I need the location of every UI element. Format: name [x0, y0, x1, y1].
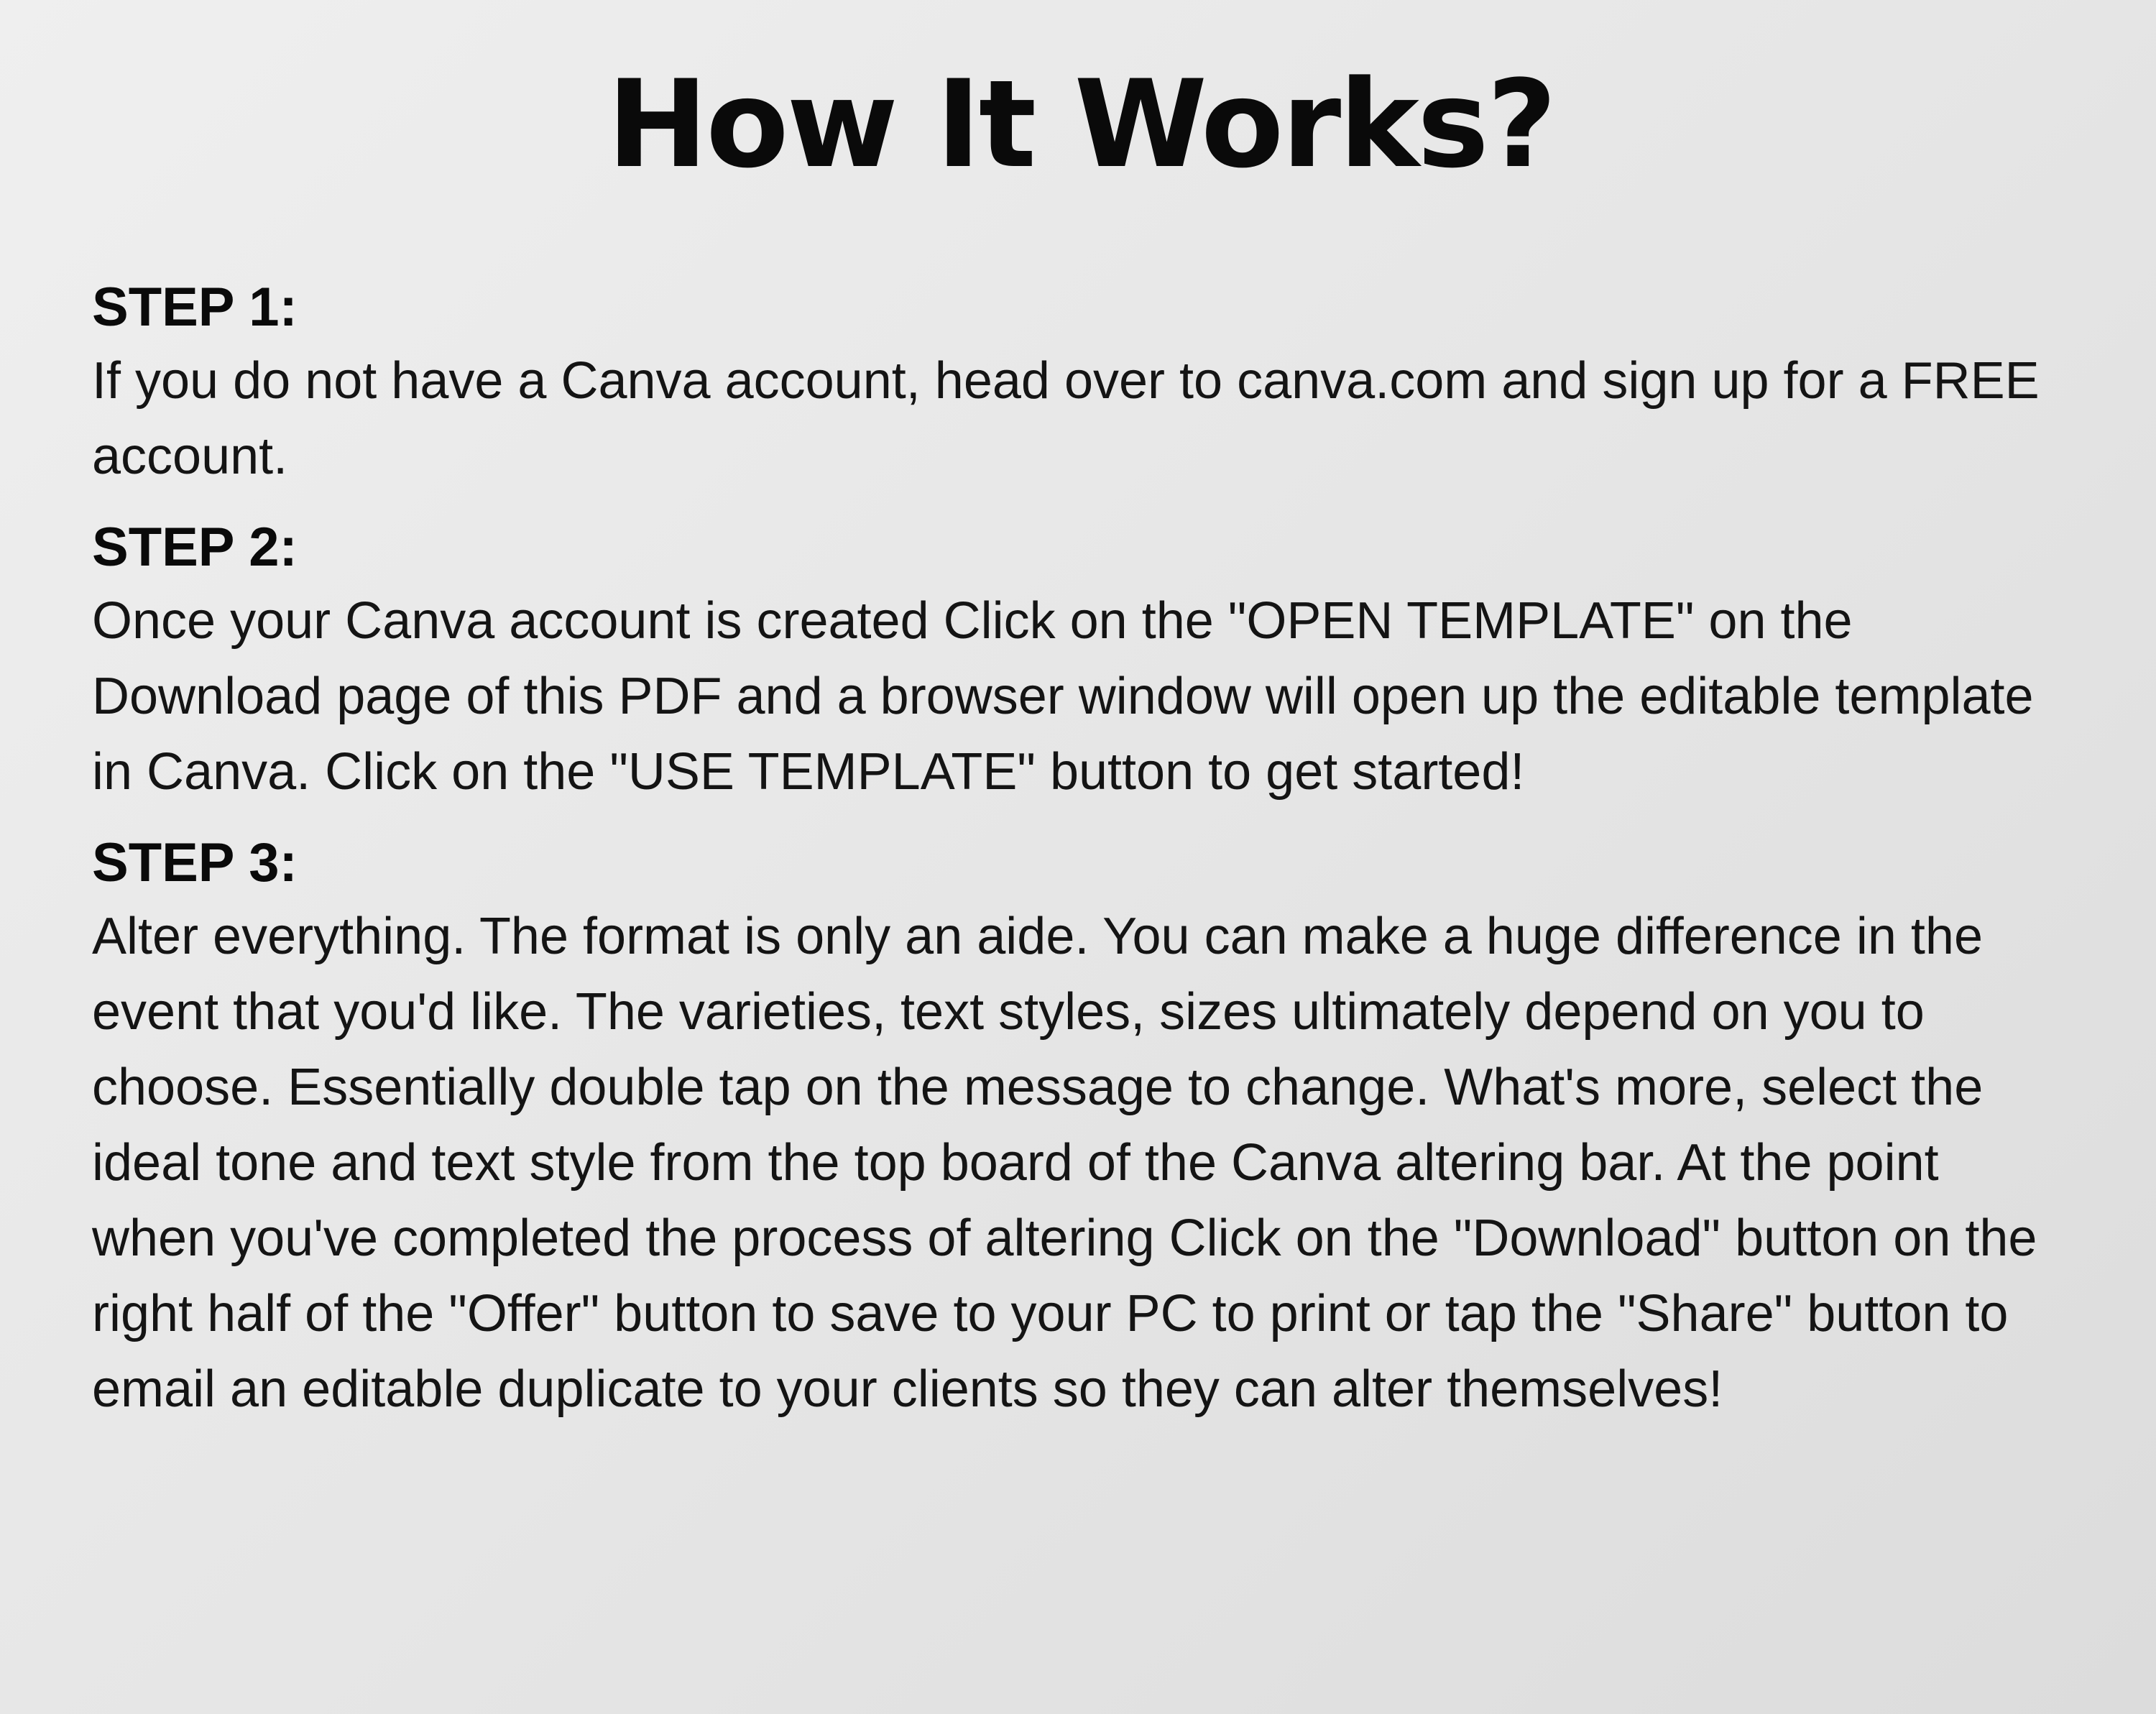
step-heading: STEP 1: [92, 277, 298, 338]
step-description: If you do not have a Canva account, head over to canva.com and sign up for a FREE account. [92, 352, 2040, 485]
step-3 [92, 827, 2070, 1427]
steps-list [92, 272, 2070, 1427]
step-2 [92, 512, 2070, 810]
page-title: How It Works? [607, 54, 1555, 195]
step-description: Alter everything. The format is only an aide. You can make a huge difference in the event that you'd like. The varieties, text styles, sizes ultimately depend on you to choose. Essentially double tap on the message to change. What's more, select the ideal tone and text style from the top board of the Canva altering bar. At the point when you've completed the process of altering Click on the "Download" button on the right half of the "Offer" button to save to your PC to print or tap the "Share" button to email an editable duplicate to your clients so they can alter themselves! [92, 908, 2037, 1418]
step-heading: STEP 3: [92, 832, 298, 893]
step-1 [92, 272, 2070, 494]
step-heading: STEP 2: [92, 517, 298, 578]
step-description: Once your Canva account is created Click on the "OPEN TEMPLATE" on the Download page of this PDF and a browser window will open up the editable template in Canva. Click on the "USE TEMPLATE" button to get started! [92, 592, 2034, 801]
